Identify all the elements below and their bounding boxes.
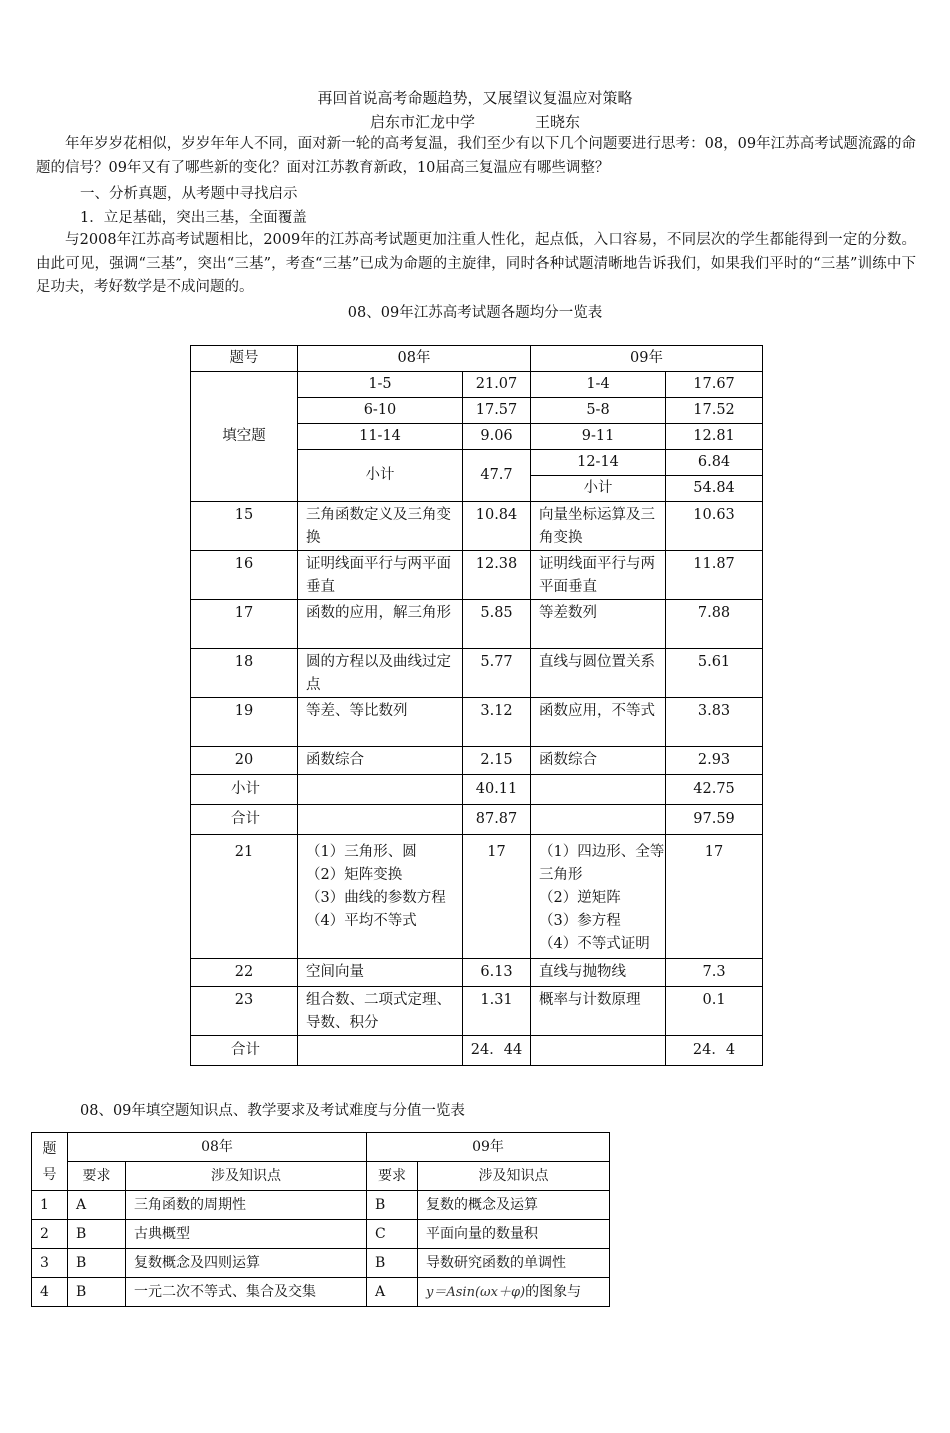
score-cell: 6.13 bbox=[463, 959, 531, 987]
topic-cell: 函数应用，不等式 bbox=[531, 698, 666, 747]
topic-item: （4）不等式证明 bbox=[539, 936, 650, 952]
author-line bbox=[0, 111, 950, 132]
score-cell: 5.85 bbox=[463, 600, 531, 649]
score-cell: 3.83 bbox=[666, 698, 763, 747]
topic-list bbox=[298, 835, 463, 959]
topic-item: （2）矩阵变换 bbox=[306, 867, 403, 883]
score-cell: 3.12 bbox=[463, 698, 531, 747]
score-cell: 17.52 bbox=[666, 398, 763, 424]
topic-cell: 函数的应用，解三角形 bbox=[298, 600, 463, 649]
score-cell: 17.67 bbox=[666, 372, 763, 398]
requirement-cell: B bbox=[367, 1191, 418, 1220]
total-score: 87.87 bbox=[463, 805, 531, 835]
topic-item: （1）三角形、圆 bbox=[306, 844, 417, 860]
formula: y＝Asin(ωx＋φ) bbox=[426, 1284, 526, 1300]
score-cell: 0.1 bbox=[666, 987, 763, 1036]
body-paragraph: 与2008年江苏高考试题相比，2009年的江苏高考试题更加注重人性化，起点低，入口容易，不同层次的学生都能得到一定的分数。由此可见，强调“三基”，突出“三基”，考查“三基”已成为命题的主旋律，同时各种试题清晰地告诉我们，如果我们平时的“三基”训练中下足功夫，考好数学是不成问题的。 bbox=[36, 232, 916, 295]
requirement-cell: A bbox=[367, 1278, 418, 1307]
table2-caption: 08、09年填空题知识点、教学要求及考试难度与分值一览表 bbox=[80, 1103, 465, 1119]
total-label: 合计 bbox=[191, 805, 298, 835]
score-cell: 17.57 bbox=[463, 398, 531, 424]
range-cell: 6-10 bbox=[298, 398, 463, 424]
topic-cell: 圆的方程以及曲线过定点 bbox=[298, 649, 463, 698]
range-cell: 1-4 bbox=[531, 372, 666, 398]
school-name: 启东市汇龙中学 bbox=[369, 113, 475, 131]
header-08: 08年 bbox=[68, 1133, 367, 1162]
topic-cell: 空间向量 bbox=[298, 959, 463, 987]
score-cell: 7.88 bbox=[666, 600, 763, 649]
question-no: 2 bbox=[32, 1220, 68, 1249]
header-09: 09年 bbox=[367, 1133, 610, 1162]
score-cell: 2.15 bbox=[463, 747, 531, 775]
subtotal-label: 小计 bbox=[191, 775, 298, 805]
knowledge-cell: 平面向量的数量积 bbox=[418, 1220, 610, 1249]
score-cell: 2.93 bbox=[666, 747, 763, 775]
subsection-heading: 1．立足基础，突出三基，全面覆盖 bbox=[80, 210, 307, 226]
topic-cell: 证明线面平行与两平面垂直 bbox=[298, 551, 463, 600]
range-cell: 9-11 bbox=[531, 424, 666, 450]
subtotal-score: 54.84 bbox=[666, 476, 763, 502]
score-cell: 11.87 bbox=[666, 551, 763, 600]
header-knowledge: 涉及知识点 bbox=[126, 1162, 367, 1191]
section-heading: 一、分析真题，从考题中寻找启示 bbox=[80, 186, 298, 202]
score-table bbox=[190, 345, 763, 1066]
score-cell: 7.3 bbox=[666, 959, 763, 987]
topic-cell: 向量坐标运算及三角变换 bbox=[531, 502, 666, 551]
knowledge-cell: 复数概念及四则运算 bbox=[126, 1249, 367, 1278]
header-knowledge: 涉及知识点 bbox=[418, 1162, 610, 1191]
score-cell: 10.63 bbox=[666, 502, 763, 551]
topic-item: （4）平均不等式 bbox=[306, 913, 417, 929]
header-no: 题号 bbox=[191, 346, 298, 372]
topic-cell: 直线与圆位置关系 bbox=[531, 649, 666, 698]
question-no: 22 bbox=[191, 959, 298, 987]
question-no: 4 bbox=[32, 1278, 68, 1307]
knowledge-text: 的图象与 bbox=[525, 1283, 582, 1300]
topic-cell: 直线与抛物线 bbox=[531, 959, 666, 987]
topic-cell: 函数综合 bbox=[531, 747, 666, 775]
requirement-cell: A bbox=[68, 1191, 126, 1220]
score-cell: 12.81 bbox=[666, 424, 763, 450]
subtotal-score: 47.7 bbox=[463, 450, 531, 502]
topic-cell: 概率与计数原理 bbox=[531, 987, 666, 1036]
total-score: 24．4 bbox=[666, 1036, 763, 1066]
topic-list bbox=[531, 835, 666, 959]
question-no: 17 bbox=[191, 600, 298, 649]
topic-cell: 三角函数定义及三角变换 bbox=[298, 502, 463, 551]
intro-paragraph: 年年岁岁花相似，岁岁年年人不同，面对新一轮的高考复温，我们至少有以下几个问题要进行思考：08，09年江苏高考试题流露的命题的信号？09年又有了哪些新的变化？面对江苏教育新政，10届高三复温应有哪些调整？ bbox=[36, 136, 916, 176]
knowledge-cell: 三角函数的周期性 bbox=[126, 1191, 367, 1220]
score-cell: 10.84 bbox=[463, 502, 531, 551]
range-cell: 12-14 bbox=[531, 450, 666, 476]
question-no: 3 bbox=[32, 1249, 68, 1278]
topic-cell: 等差、等比数列 bbox=[298, 698, 463, 747]
score-cell: 9.06 bbox=[463, 424, 531, 450]
question-no: 21 bbox=[191, 835, 298, 959]
total-score: 24．44 bbox=[463, 1036, 531, 1066]
score-cell: 17 bbox=[463, 835, 531, 959]
knowledge-table bbox=[31, 1132, 610, 1307]
score-cell: 5.61 bbox=[666, 649, 763, 698]
score-cell: 17 bbox=[666, 835, 763, 959]
topic-item: （2）逆矩阵 bbox=[539, 890, 621, 906]
subtotal-label: 小计 bbox=[298, 450, 463, 502]
question-no: 20 bbox=[191, 747, 298, 775]
question-no: 1 bbox=[32, 1191, 68, 1220]
requirement-cell: B bbox=[68, 1278, 126, 1307]
requirement-cell: C bbox=[367, 1220, 418, 1249]
header-09: 09年 bbox=[531, 346, 763, 372]
score-cell: 21.07 bbox=[463, 372, 531, 398]
knowledge-cell: 古典概型 bbox=[126, 1220, 367, 1249]
range-cell: 5-8 bbox=[531, 398, 666, 424]
topic-item: （1）四边形、全等三角形 bbox=[539, 844, 665, 883]
total-label: 合计 bbox=[191, 1036, 298, 1066]
topic-item: （3）参方程 bbox=[539, 913, 621, 929]
topic-item: （3）曲线的参数方程 bbox=[306, 890, 446, 906]
topic-cell: 证明线面平行与两平面垂直 bbox=[531, 551, 666, 600]
score-cell: 5.77 bbox=[463, 649, 531, 698]
requirement-cell: B bbox=[68, 1220, 126, 1249]
knowledge-cell: 导数研究函数的单调性 bbox=[418, 1249, 610, 1278]
question-no: 18 bbox=[191, 649, 298, 698]
topic-cell: 等差数列 bbox=[531, 600, 666, 649]
header-no: 题号 bbox=[32, 1133, 68, 1191]
knowledge-cell: 复数的概念及运算 bbox=[418, 1191, 610, 1220]
topic-cell: 函数综合 bbox=[298, 747, 463, 775]
header-08: 08年 bbox=[298, 346, 531, 372]
topic-cell: 组合数、二项式定理、导数、积分 bbox=[298, 987, 463, 1036]
subtotal-score: 40.11 bbox=[463, 775, 531, 805]
total-score: 97.59 bbox=[666, 805, 763, 835]
range-cell: 11-14 bbox=[298, 424, 463, 450]
header-requirement: 要求 bbox=[68, 1162, 126, 1191]
knowledge-cell bbox=[418, 1278, 610, 1307]
question-no: 15 bbox=[191, 502, 298, 551]
requirement-cell: B bbox=[367, 1249, 418, 1278]
question-no: 23 bbox=[191, 987, 298, 1036]
requirement-cell: B bbox=[68, 1249, 126, 1278]
fill-label: 填空题 bbox=[191, 372, 298, 502]
knowledge-cell: 一元二次不等式、集合及交集 bbox=[126, 1278, 367, 1307]
range-cell: 1-5 bbox=[298, 372, 463, 398]
score-cell: 6.84 bbox=[666, 450, 763, 476]
question-no: 16 bbox=[191, 551, 298, 600]
doc-title: 再回首说高考命题趋势，又展望议复温应对策略 bbox=[317, 89, 633, 107]
header-requirement: 要求 bbox=[367, 1162, 418, 1191]
question-no: 19 bbox=[191, 698, 298, 747]
score-cell: 1.31 bbox=[463, 987, 531, 1036]
author-name: 王晓东 bbox=[535, 113, 581, 131]
subtotal-label: 小计 bbox=[531, 476, 666, 502]
subtotal-score: 42.75 bbox=[666, 775, 763, 805]
table1-caption: 08、09年江苏高考试题各题均分一览表 bbox=[347, 305, 603, 321]
score-cell: 12.38 bbox=[463, 551, 531, 600]
